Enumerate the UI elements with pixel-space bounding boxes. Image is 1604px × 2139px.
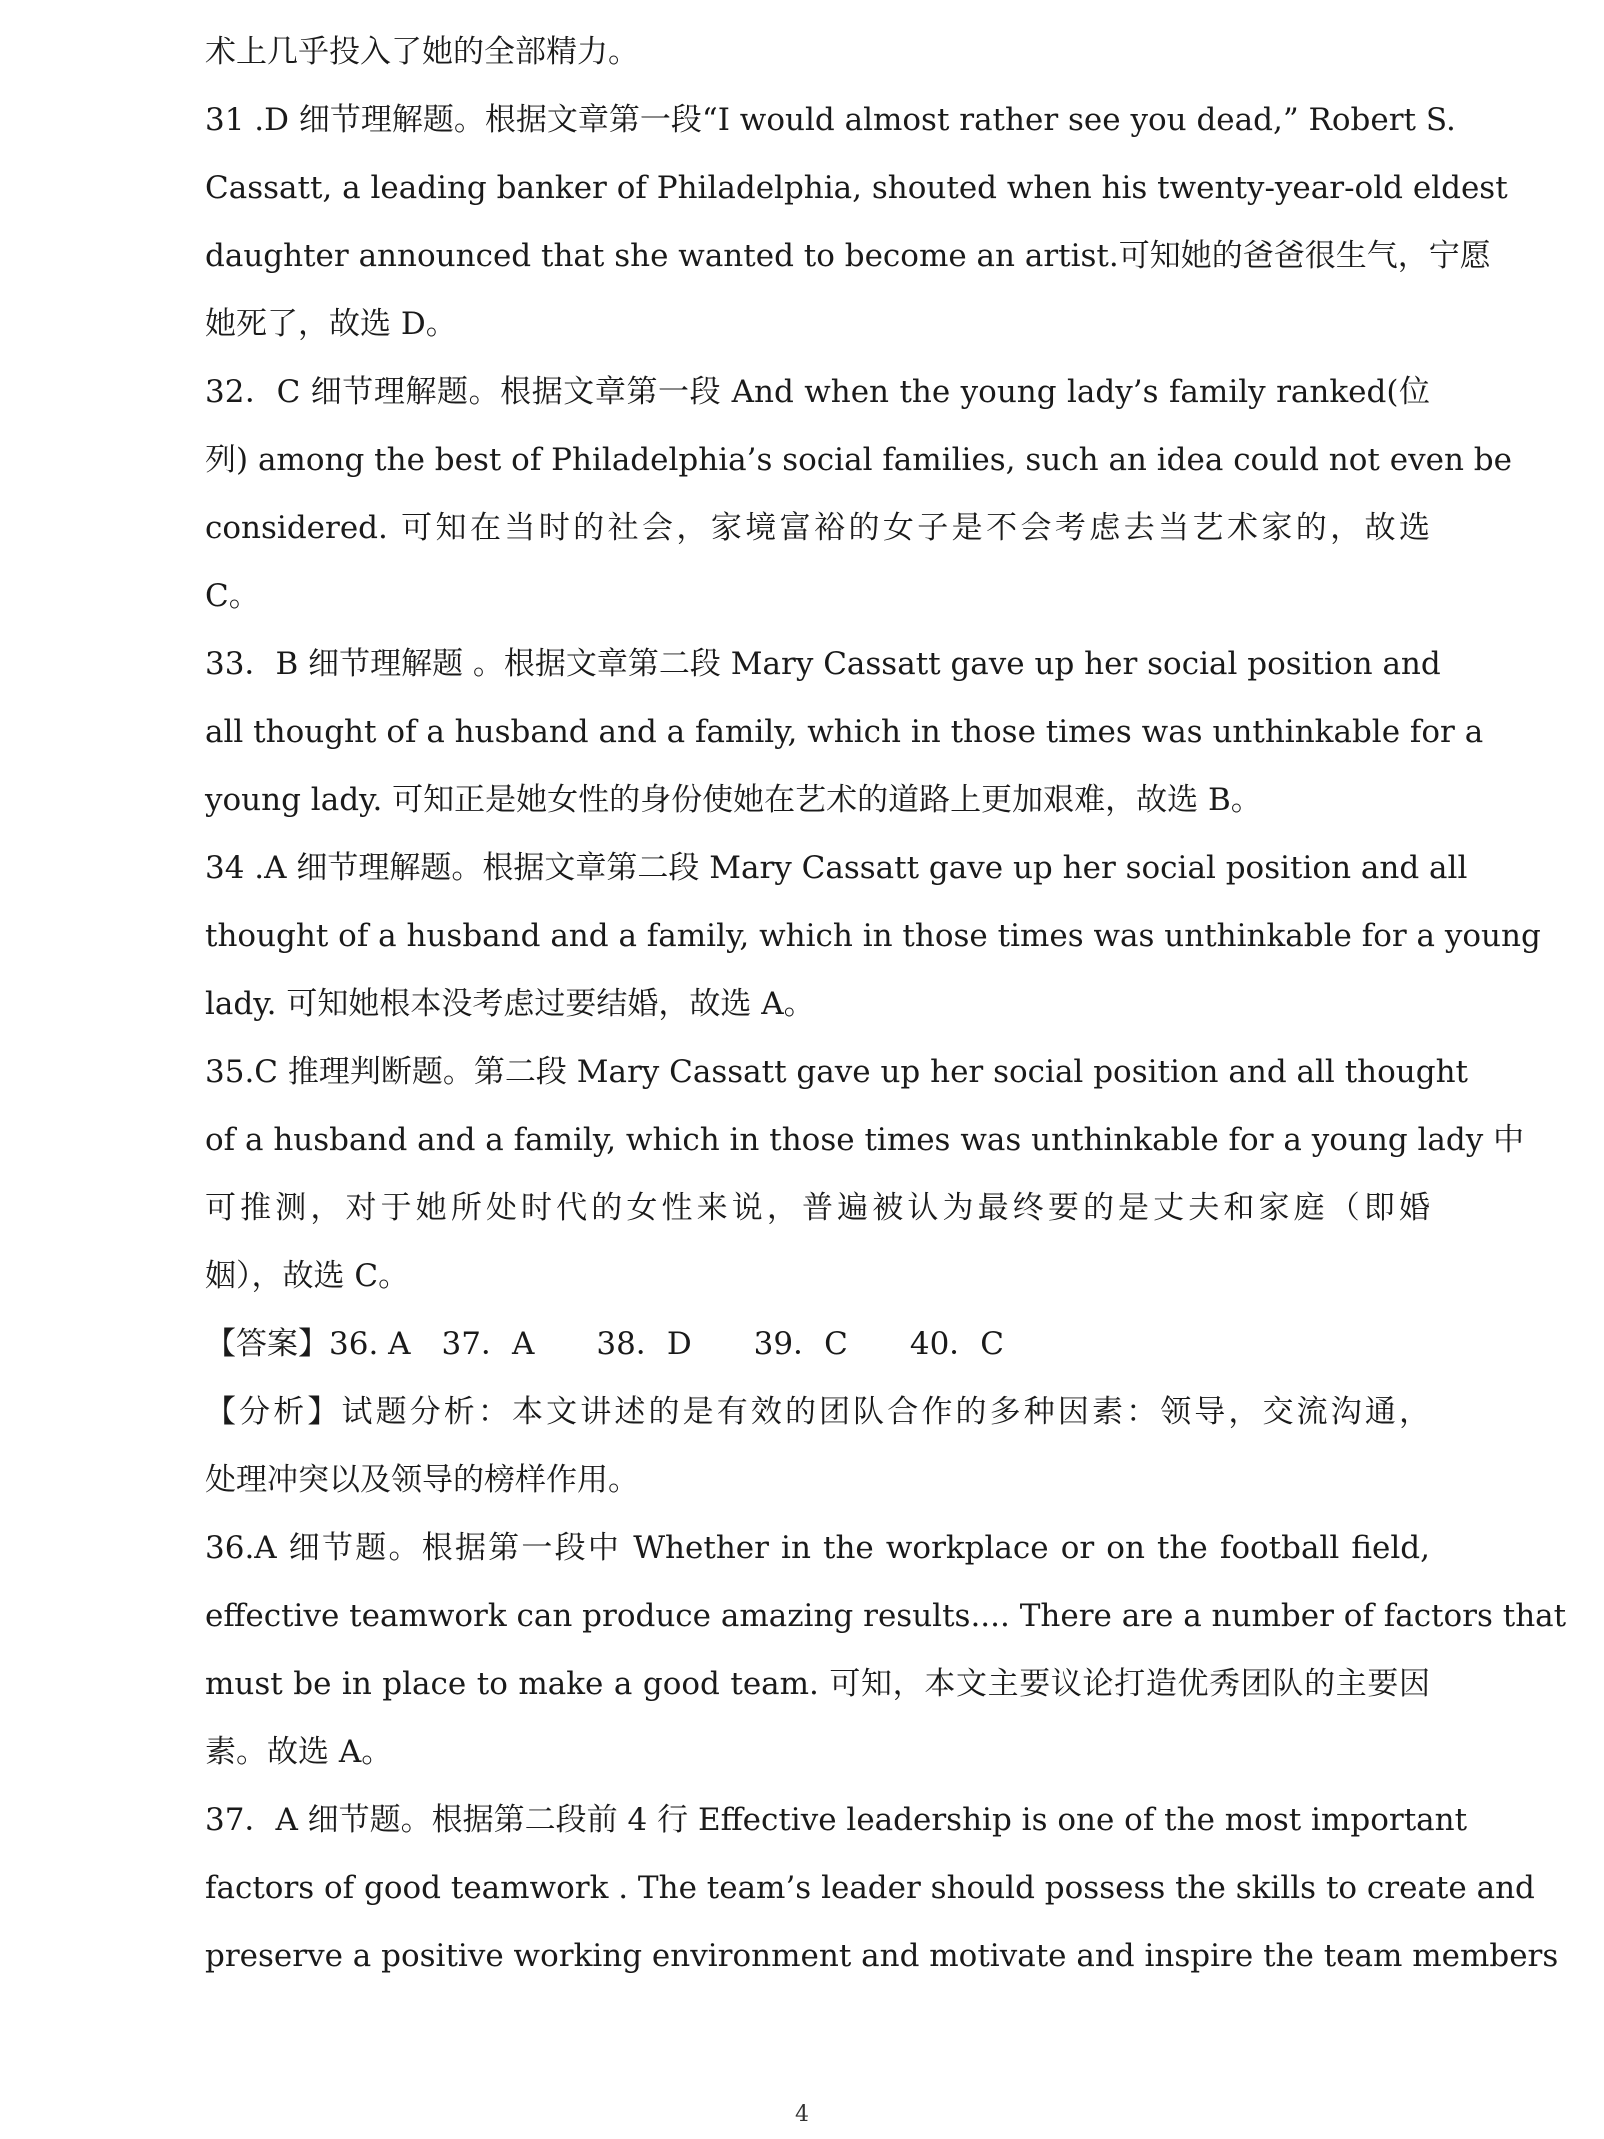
text-line: lady. 可知她根本没考虑过要结婚，故选 A。 (205, 986, 815, 1022)
text-line: 【分析】试题分析：本文讲述的是有效的团队合作的多种因素：领导，交流沟通， (205, 1394, 1430, 1430)
text-line: 处理冲突以及领导的榜样作用。 (205, 1462, 639, 1498)
text-line: considered. 可知在当时的社会，家境富裕的女子是不会考虑去当艺术家的，故选 (205, 510, 1430, 546)
text-line: preserve a positive working environment and motivate and inspire the team members (205, 1938, 1559, 1974)
text-line: C。 (205, 578, 260, 614)
text-line: 【答案】36. A 37．A 38．D 39．C 40．C (205, 1326, 1005, 1362)
text-line: factors of good teamwork . The team’s leader should possess the skills to create and (205, 1870, 1535, 1906)
text-line: 姻），故选 C。 (205, 1258, 410, 1294)
text-line: 可推测，对于她所处时代的女性来说，普遍被认为最终要的是丈夫和家庭（即婚 (205, 1190, 1430, 1226)
text-line: 她死了，故选 D。 (205, 306, 457, 342)
text-line: 列) among the best of Philadelphia’s social families, such an idea could not even be (205, 442, 1512, 478)
text-line: young lady. 可知正是她女性的身份使她在艺术的道路上更加艰难，故选 B。 (205, 782, 1262, 818)
text-line: all thought of a husband and a family, which in those times was unthinkable for a (205, 714, 1484, 750)
text-line: 术上几乎投入了她的全部精力。 (205, 34, 639, 70)
text-line: thought of a husband and a family, which in those times was unthinkable for a young (205, 918, 1541, 954)
text-line: 35.C 推理判断题。第二段 Mary Cassatt gave up her social position and all thought (205, 1054, 1469, 1090)
text-line: of a husband and a family, which in those times was unthinkable for a young lady 中 (205, 1122, 1525, 1158)
text-line: 素。故选 A。 (205, 1734, 393, 1770)
text-line: Cassatt, a leading banker of Philadelphia, shouted when his twenty-year-old eldest (205, 170, 1508, 206)
text-line: 32．C 细节理解题。根据文章第一段 And when the young lady’s family ranked(位 (205, 374, 1430, 410)
text-line: 33．B 细节理解题 。根据文章第二段 Mary Cassatt gave up her social position and (205, 646, 1441, 682)
text-line: 37．A 细节题。根据第二段前 4 行 Effective leadership is one of the most important (205, 1802, 1468, 1838)
text-line: 36.A 细节题。根据第一段中 Whether in the workplace or on the football field, (205, 1530, 1430, 1566)
text-line: 31 .D 细节理解题。根据文章第一段“I would almost rather see you dead,” Robert S. (205, 102, 1456, 138)
text-line: 34 .A 细节理解题。根据文章第二段 Mary Cassatt gave up her social position and all (205, 850, 1468, 886)
text-line: effective teamwork can produce amazing results.... There are a number of factors that (205, 1598, 1567, 1634)
page-number: 4 (795, 2102, 809, 2127)
text-line: must be in place to make a good team. 可知，本文主要议论打造优秀团队的主要因 (205, 1666, 1430, 1702)
text-line: daughter announced that she wanted to become an artist.可知她的爸爸很生气，宁愿 (205, 238, 1491, 274)
document-body (205, 18, 1567, 1990)
